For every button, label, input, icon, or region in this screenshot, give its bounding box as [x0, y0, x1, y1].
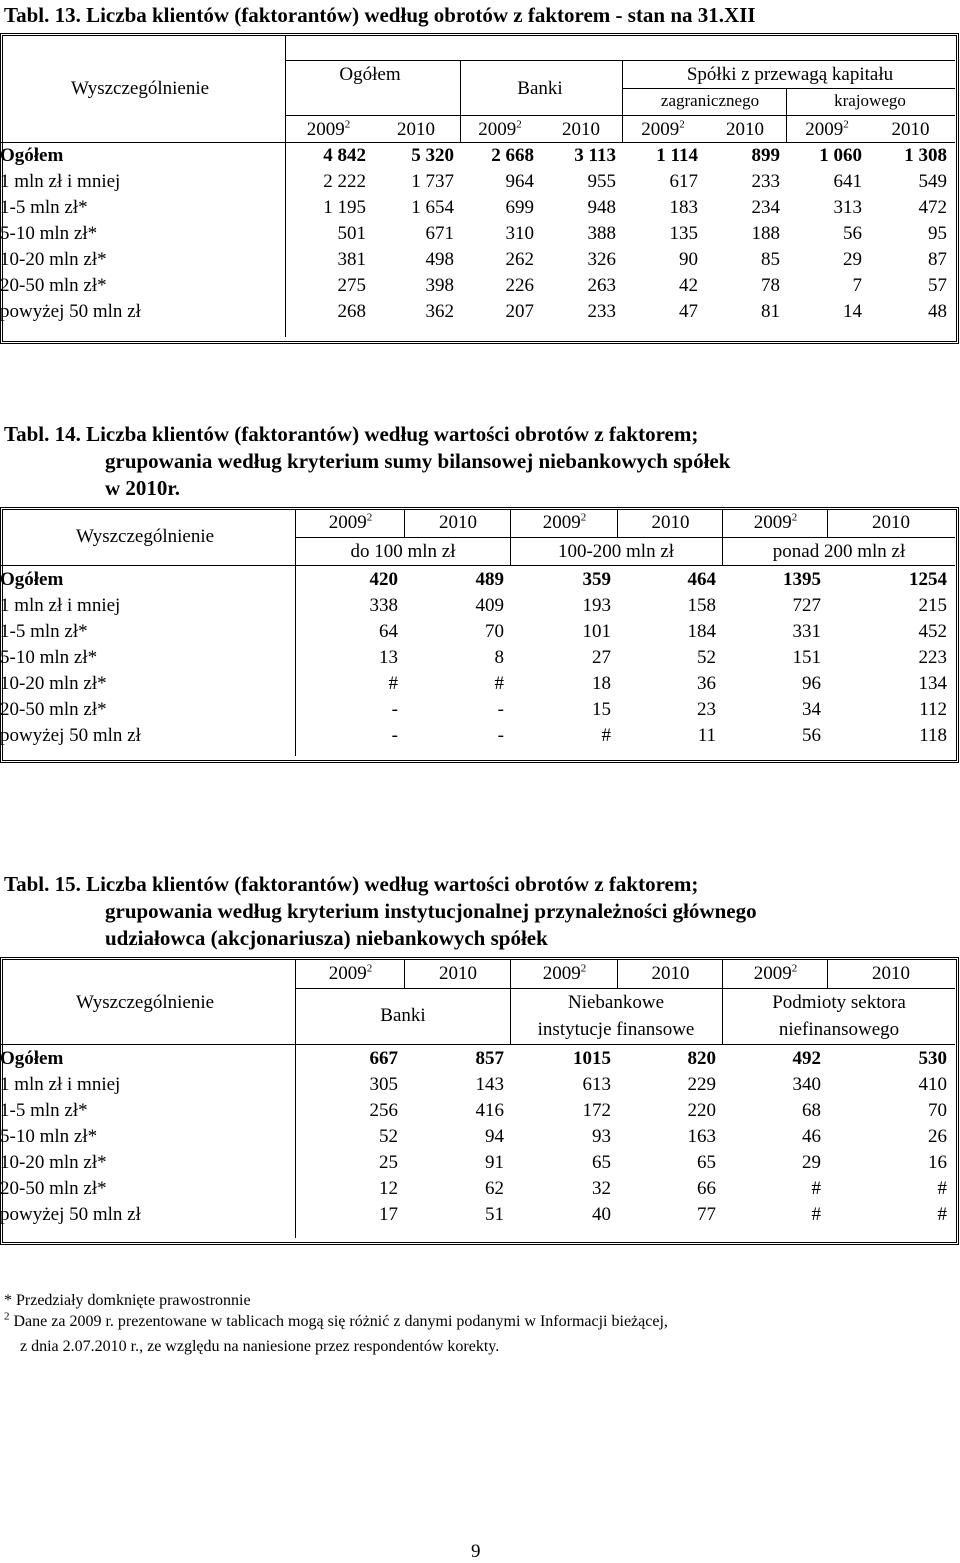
table-cell: 11 — [697, 725, 716, 746]
footnote-mark: 2 — [791, 511, 798, 524]
table-row — [0, 1098, 953, 1124]
table-cell: 233 — [587, 301, 616, 322]
year-label: 2009 — [328, 512, 367, 533]
footnote-mark: 2 — [366, 511, 373, 524]
table-cell: 2 222 — [323, 171, 366, 192]
row-label: Ogółem — [0, 569, 64, 590]
table13-divider — [285, 115, 955, 116]
table-row — [0, 273, 953, 299]
table-cell: 667 — [369, 1048, 398, 1069]
year-header — [406, 963, 510, 985]
table14-divider — [617, 510, 618, 538]
table-cell: # — [937, 1178, 947, 1199]
table-cell: 151 — [792, 647, 821, 668]
table-cell: 398 — [425, 275, 454, 296]
table-cell: 52 — [379, 1126, 398, 1147]
table-cell: 101 — [582, 621, 611, 642]
table-cell: 29 — [802, 1152, 821, 1173]
table15-grid — [0, 1046, 953, 1228]
page-number: 9 — [471, 1541, 481, 1562]
year-label: 2009 — [753, 512, 792, 533]
table-cell: - — [391, 699, 398, 720]
row-label: 5-10 mln zł* — [0, 647, 98, 668]
year-header — [512, 963, 617, 985]
footnote-2-line2: z dnia 2.07.2010 r., ze względu na naniesione przez respondentów korekty. — [20, 1338, 500, 1355]
row-label: Ogółem — [0, 1048, 64, 1069]
table-row — [0, 619, 953, 645]
table-cell: 23 — [697, 699, 716, 720]
table-cell: 135 — [669, 223, 698, 244]
table15-divider — [404, 960, 405, 988]
table-cell: 65 — [697, 1152, 716, 1173]
year-header — [619, 512, 722, 534]
table13-divider — [622, 88, 955, 89]
footnote-1: * Przedziały domknięte prawostronnie — [4, 1292, 251, 1309]
table14-divider — [0, 565, 955, 566]
table-cell: 15 — [592, 699, 611, 720]
table15-divider — [722, 960, 723, 1045]
table-cell: 1 195 — [323, 197, 366, 218]
row-label: 5-10 mln zł* — [0, 1126, 98, 1147]
row-label: 20-50 mln zł* — [0, 1178, 107, 1199]
table15-divider — [827, 960, 828, 988]
year-label: 2009 — [478, 119, 517, 140]
year-header — [512, 512, 617, 534]
table-cell: 313 — [833, 197, 862, 218]
table14-divider — [510, 510, 511, 566]
table-cell: 85 — [761, 249, 780, 270]
table-cell: 66 — [697, 1178, 716, 1199]
table-cell: 229 — [687, 1074, 716, 1095]
table15-spec-header: Wyszczególnienie — [75, 992, 215, 1013]
table-row — [0, 1176, 953, 1202]
table-cell: 57 — [928, 275, 947, 296]
year-label: 2010 — [726, 119, 764, 140]
table-cell: 184 — [687, 621, 716, 642]
table-cell: 56 — [802, 725, 821, 746]
table-cell: 501 — [337, 223, 366, 244]
year-label: 2010 — [439, 963, 477, 984]
table14-title-line1: Tabl. 14. Liczba klientów (faktorantów) według wartości obrotów z faktorem; — [4, 422, 699, 446]
table-cell: 193 — [582, 595, 611, 616]
table-cell: 81 — [761, 301, 780, 322]
row-label: powyżej 50 mln zł — [0, 725, 141, 746]
table-cell: 416 — [475, 1100, 504, 1121]
table-cell: 5 320 — [411, 145, 454, 166]
table-cell: 34 — [802, 699, 821, 720]
year-header — [829, 512, 953, 534]
table-cell: 78 — [761, 275, 780, 296]
table15-title-line3: udziałowca (akcjonariusza) niebankowych spółek — [105, 926, 548, 950]
table-cell: 56 — [843, 223, 862, 244]
footnote-mark: 2 — [679, 118, 685, 131]
table-cell: 95 — [928, 223, 947, 244]
table-row — [0, 1124, 953, 1150]
table-cell: 77 — [697, 1204, 716, 1225]
table-cell: 464 — [687, 569, 716, 590]
row-label: 1 mln zł i mniej — [0, 595, 121, 616]
table-cell: 118 — [919, 725, 947, 746]
table-cell: 32 — [592, 1178, 611, 1199]
table14-title-line3: w 2010r. — [105, 476, 181, 500]
table-cell: 275 — [337, 275, 366, 296]
year-label: 2010 — [651, 512, 690, 533]
year-label: 2010 — [891, 119, 930, 140]
year-label: 2009 — [542, 963, 581, 984]
year-header — [285, 117, 372, 143]
table-cell: 234 — [751, 197, 780, 218]
table-row — [0, 1150, 953, 1176]
table13-zagr-header: zagranicznego — [660, 91, 760, 110]
row-label: 10-20 mln zł* — [0, 673, 107, 694]
table-cell: 549 — [918, 171, 947, 192]
table-cell: 820 — [687, 1048, 716, 1069]
table-cell: 1 308 — [904, 145, 947, 166]
table-cell: 1 654 — [411, 197, 454, 218]
table-cell: 14 — [843, 301, 862, 322]
row-label: 20-50 mln zł* — [0, 699, 107, 720]
footnote-mark: 2 — [580, 511, 587, 524]
footnote-2 — [4, 1311, 668, 1332]
table-row — [0, 221, 953, 247]
table15-group-podmioty-2: niefinansowego — [778, 1019, 900, 1040]
table13-spec-header: Wyszczególnienie — [70, 78, 210, 99]
year-header — [829, 963, 953, 985]
year-header — [704, 117, 786, 143]
table-cell: 617 — [669, 171, 698, 192]
table13-kraj-header: krajowego — [834, 91, 906, 110]
table-cell: 48 — [928, 301, 947, 322]
table-cell: 27 — [592, 647, 611, 668]
table-cell: 220 — [687, 1100, 716, 1121]
table-row — [0, 593, 953, 619]
footnote-mark: 2 — [843, 118, 849, 131]
table-cell: 1395 — [783, 569, 821, 590]
table-cell: 8 — [494, 647, 504, 668]
table-cell: 310 — [505, 223, 534, 244]
year-header — [622, 117, 704, 143]
table15-divider — [510, 960, 511, 1045]
table14-title-line2: grupowania według kryterium sumy bilansowej niebankowych spółek — [105, 449, 731, 473]
table-cell: 420 — [369, 569, 398, 590]
table-cell: 94 — [485, 1126, 504, 1147]
year-header — [724, 963, 827, 985]
table-cell: 305 — [369, 1074, 398, 1095]
table14-divider — [827, 510, 828, 538]
table-row — [0, 169, 953, 195]
table-cell: 388 — [587, 223, 616, 244]
table-cell: # — [601, 725, 611, 746]
table-cell: 641 — [833, 171, 862, 192]
table15-divider — [295, 988, 955, 989]
year-label: 2009 — [805, 119, 844, 140]
table-cell: 40 — [592, 1204, 611, 1225]
table-row — [0, 567, 953, 593]
table14-divider — [295, 537, 955, 538]
table-cell: 13 — [379, 647, 398, 668]
table-cell: 1254 — [909, 569, 947, 590]
year-label: 2010 — [562, 119, 600, 140]
row-label: 1-5 mln zł* — [0, 197, 88, 218]
row-label: 10-20 mln zł* — [0, 1152, 107, 1173]
table-cell: 7 — [852, 275, 862, 296]
table-cell: 134 — [918, 673, 947, 694]
table-cell: 472 — [918, 197, 947, 218]
table-cell: 3 113 — [574, 145, 616, 166]
table-cell: 87 — [928, 249, 947, 270]
table-cell: 91 — [485, 1152, 504, 1173]
year-header — [540, 117, 622, 143]
table-cell: 899 — [751, 145, 780, 166]
table-cell: 25 — [379, 1152, 398, 1173]
footnote-mark: 2 — [516, 118, 522, 131]
table-cell: - — [391, 725, 398, 746]
table-cell: 410 — [918, 1074, 947, 1095]
table-cell: 17 — [379, 1204, 398, 1225]
table-cell: 1 114 — [656, 145, 698, 166]
year-label: 2009 — [306, 119, 345, 140]
table-cell: 530 — [918, 1048, 947, 1069]
table-row — [0, 645, 953, 671]
table-cell: 381 — [337, 249, 366, 270]
table-cell: 452 — [918, 621, 947, 642]
table-cell: 158 — [687, 595, 716, 616]
table-cell: 1 737 — [411, 171, 454, 192]
table-cell: 90 — [679, 249, 698, 270]
year-header — [619, 963, 722, 985]
row-label: 5-10 mln zł* — [0, 223, 98, 244]
year-label: 2009 — [542, 512, 581, 533]
table14-group-1: do 100 mln zł — [350, 541, 456, 562]
row-label: 1 mln zł i mniej — [0, 1074, 121, 1095]
year-label: 2010 — [397, 119, 435, 140]
table-cell: - — [497, 725, 504, 746]
table13-title: Tabl. 13. Liczba klientów (faktorantów) według obrotów z faktorem - stan na 31.XII — [4, 3, 756, 27]
table-row — [0, 143, 953, 169]
year-header — [297, 963, 404, 985]
year-label: 2010 — [872, 512, 910, 533]
table-cell: 359 — [582, 569, 611, 590]
table-cell: 207 — [505, 301, 534, 322]
row-label: 1-5 mln zł* — [0, 1100, 88, 1121]
table-cell: 263 — [587, 275, 616, 296]
row-label: powyżej 50 mln zł — [0, 301, 141, 322]
table15-divider — [0, 1044, 955, 1045]
table14-divider — [404, 510, 405, 538]
table-cell: 52 — [697, 647, 716, 668]
table-cell: 613 — [582, 1074, 611, 1095]
table-cell: 338 — [369, 595, 398, 616]
table-cell: 51 — [485, 1204, 504, 1225]
table-cell: 183 — [669, 197, 698, 218]
table14-group-3: ponad 200 mln zł — [772, 541, 906, 562]
table-cell: 671 — [425, 223, 454, 244]
table-row — [0, 195, 953, 221]
table14-divider — [722, 510, 723, 566]
table-row — [0, 299, 953, 325]
table15-title-line2: grupowania według kryterium instytucjonalnej przynależności głównego — [105, 899, 757, 923]
table-cell: 93 — [592, 1126, 611, 1147]
row-label: 1-5 mln zł* — [0, 621, 88, 642]
row-label: 20-50 mln zł* — [0, 275, 107, 296]
year-header-row — [0, 117, 953, 143]
row-label: powyżej 50 mln zł — [0, 1204, 141, 1225]
table-cell: 16 — [928, 1152, 947, 1173]
footnote-2-mark: 2 — [4, 1310, 10, 1323]
table-cell: 163 — [687, 1126, 716, 1147]
table-cell: 143 — [475, 1074, 504, 1095]
table15-group-niebankowe-1: Niebankowe — [567, 992, 665, 1013]
table15-divider — [617, 960, 618, 988]
table-row — [0, 247, 953, 273]
table-cell: 857 — [475, 1048, 504, 1069]
year-header — [406, 512, 510, 534]
year-header — [297, 512, 404, 534]
table-cell: 29 — [843, 249, 862, 270]
table-cell: 727 — [792, 595, 821, 616]
table-cell: 96 — [802, 673, 821, 694]
table-cell: 172 — [582, 1100, 611, 1121]
row-label: 1 mln zł i mniej — [0, 171, 121, 192]
table-cell: 2 668 — [491, 145, 534, 166]
table-cell: 326 — [587, 249, 616, 270]
table-cell: 262 — [505, 249, 534, 270]
table-cell: 223 — [918, 647, 947, 668]
table14-spec-header: Wyszczególnienie — [75, 526, 215, 547]
table13-spolki-header: Spółki z przewagą kapitału — [686, 64, 894, 85]
table-cell: 1015 — [573, 1048, 611, 1069]
table-cell: 215 — [918, 595, 947, 616]
year-label: 2009 — [753, 963, 792, 984]
table-cell: 964 — [505, 171, 534, 192]
table13-ogolem-header: Ogółem — [339, 64, 401, 85]
table-cell: 26 — [928, 1126, 947, 1147]
table-cell: 340 — [792, 1074, 821, 1095]
table-cell: 18 — [592, 673, 611, 694]
table-cell: # — [494, 673, 504, 694]
footnote-mark: 2 — [791, 962, 798, 975]
year-label: 2010 — [872, 963, 910, 984]
table15-group-niebankowe-2: instytucje finansowe — [537, 1019, 695, 1040]
row-label: 10-20 mln zł* — [0, 249, 107, 270]
table15-group-podmioty-1: Podmioty sektora — [772, 992, 906, 1013]
table-cell: # — [937, 1204, 947, 1225]
table13-banki-header: Banki — [517, 78, 563, 99]
year-label: 2010 — [439, 512, 477, 533]
table-row — [0, 723, 953, 749]
table-cell: 492 — [792, 1048, 821, 1069]
table-cell: - — [497, 699, 504, 720]
year-label: 2009 — [641, 119, 680, 140]
table-cell: 498 — [425, 249, 454, 270]
table-cell: 70 — [485, 621, 504, 642]
footnote-mark: 2 — [580, 962, 587, 975]
table-row — [0, 1072, 953, 1098]
table15-title-line1: Tabl. 15. Liczba klientów (faktorantów) według wartości obrotów z faktorem; — [4, 872, 699, 896]
row-label: Ogółem — [0, 145, 64, 166]
year-label: 2010 — [651, 963, 690, 984]
table-cell: 62 — [485, 1178, 504, 1199]
footnote-mark: 2 — [366, 962, 373, 975]
table13-grid — [0, 117, 953, 325]
footnote-mark: 2 — [344, 118, 351, 131]
table-cell: 47 — [679, 301, 698, 322]
year-header — [786, 117, 868, 143]
table-cell: 955 — [587, 171, 616, 192]
year-header — [868, 117, 953, 143]
table-cell: # — [388, 673, 398, 694]
table-cell: 256 — [369, 1100, 398, 1121]
table-cell: 46 — [802, 1126, 821, 1147]
table-cell: 1 060 — [819, 145, 862, 166]
table-cell: 64 — [379, 621, 398, 642]
table-row — [0, 697, 953, 723]
year-label: 2009 — [328, 963, 367, 984]
table-cell: 42 — [679, 275, 698, 296]
table-cell: 268 — [337, 301, 366, 322]
table-cell: 68 — [802, 1100, 821, 1121]
table-cell: 112 — [919, 699, 947, 720]
table-cell: # — [811, 1204, 821, 1225]
table15-group-banki: Banki — [380, 1005, 426, 1026]
empty-cell — [0, 117, 285, 143]
footnote-2-line1: Dane za 2009 r. prezentowane w tablicach mogą się różnić z danymi podanymi w Informacji bieżącej, — [9, 1313, 668, 1330]
table-row — [0, 1046, 953, 1072]
table-cell: 70 — [928, 1100, 947, 1121]
table14-grid — [0, 567, 953, 749]
table-cell: 233 — [751, 171, 780, 192]
year-header — [724, 512, 827, 534]
table-cell: 226 — [505, 275, 534, 296]
table-cell: # — [811, 1178, 821, 1199]
table-cell: 12 — [379, 1178, 398, 1199]
table-cell: 489 — [475, 569, 504, 590]
table-cell: 699 — [505, 197, 534, 218]
table-cell: 362 — [425, 301, 454, 322]
table-cell: 36 — [697, 673, 716, 694]
table13-divider — [285, 60, 955, 61]
year-header — [372, 117, 460, 143]
table-row — [0, 671, 953, 697]
table-row — [0, 1202, 953, 1228]
table14-group-2: 100-200 mln zł — [557, 541, 675, 562]
table-cell: 331 — [792, 621, 821, 642]
table-cell: 65 — [592, 1152, 611, 1173]
table-cell: 4 842 — [323, 145, 366, 166]
table-cell: 409 — [475, 595, 504, 616]
table-cell: 948 — [587, 197, 616, 218]
year-header — [460, 117, 540, 143]
table-cell: 188 — [751, 223, 780, 244]
